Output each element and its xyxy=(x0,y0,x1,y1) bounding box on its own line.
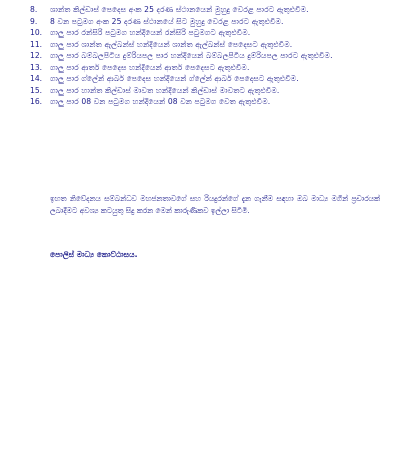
list-item-text: ගාලු පාර ආතර් පෙදෙස හන්දියෙන් ආතර් පෙදෙසට ඇතුළුවීම. xyxy=(50,62,250,72)
list-item xyxy=(30,50,390,62)
numbered-list xyxy=(30,4,390,108)
list-item-text: ශාන්ත කිල්ඩාස් පෙදෙස අංක 25 දරණ ස්ථානයෙන් මුහුදු වෙරළ පාරට ඇතුළුවීම. xyxy=(50,5,309,14)
list-item-number: 14. xyxy=(30,74,43,83)
list-item xyxy=(30,16,390,28)
list-item xyxy=(30,27,390,39)
list-item-text: ගාලු පාර ග්ලේන් ආබර් පෙදෙස හන්දියෙන් ග්ලේන් ආබර් පෙදෙසට ඇතුළුවීම. xyxy=(50,74,299,83)
list-item xyxy=(30,62,390,74)
list-item-text: 8 වන පටුමග අංක 25 දරණ ස්ථානයේ සිට මුහුදු වෙරළ පාරට ඇතුළුවීම. xyxy=(50,16,284,26)
list-item-number: 15. xyxy=(30,85,43,95)
list-item xyxy=(30,73,390,85)
list-item-number: 8. xyxy=(30,5,38,14)
list-item-text: ගාලු පාර ශාන්ත ඇල්බන්ස් හන්දියෙන් ශාන්ත ඇල්බන්ස් පෙදෙසට ඇතුළුවීම. xyxy=(50,39,293,49)
list-item xyxy=(30,96,390,108)
list-item xyxy=(30,85,390,97)
list-item-text: ගාලු පාර 08 වන පටුමග හන්දියෙන් 08 වන පටුමග වෙත ඇතුළුවීම. xyxy=(50,97,271,106)
list-item-number: 10. xyxy=(30,28,43,37)
list-item-text: ගාලු පාර හාන්ත කිල්ඩාස් මාවත හන්දියෙන් කිල්ඩාස් මාවතට ඇතුළුවීම. xyxy=(50,85,280,95)
list-item xyxy=(30,39,390,51)
signoff-line: පොලිස් මාධ්‍ය කොට්ඨාසය. xyxy=(50,250,138,259)
list-item-number: 11. xyxy=(30,39,43,49)
request-paragraph: ඉහත නිවේදනය සම්බන්ධව මහජනතාවගේ සහ රියදුරන්ගේ දැන ගැනීම සඳහා ඔබ මාධ්‍ය මගින් ප්‍රචාරයක් ලබාදීමට අවශ්‍ය කටයුතු සිදු කරන මෙන් කාරුණිකව ඉල්ලා සිටිමි. xyxy=(50,194,380,215)
list-item-number: 9. xyxy=(30,16,38,26)
list-item-number: 16. xyxy=(30,97,43,106)
list-item xyxy=(30,4,390,16)
list-item-number: 13. xyxy=(30,62,43,72)
list-item-text: ගාලු පාර බම්බලපිටිය දුම්රියපල පාර හන්දියෙන් බම්බලපිටිය දුම්රියපල පාරට ඇතුළුවීම. xyxy=(50,51,333,60)
list-item-number: 12. xyxy=(30,51,43,60)
list-item-text: ගාලු පාර රන්සිරි පටුමග හන්දියෙන් රන්සිරි පටුමගට ඇතුළුවීම. xyxy=(50,28,251,37)
